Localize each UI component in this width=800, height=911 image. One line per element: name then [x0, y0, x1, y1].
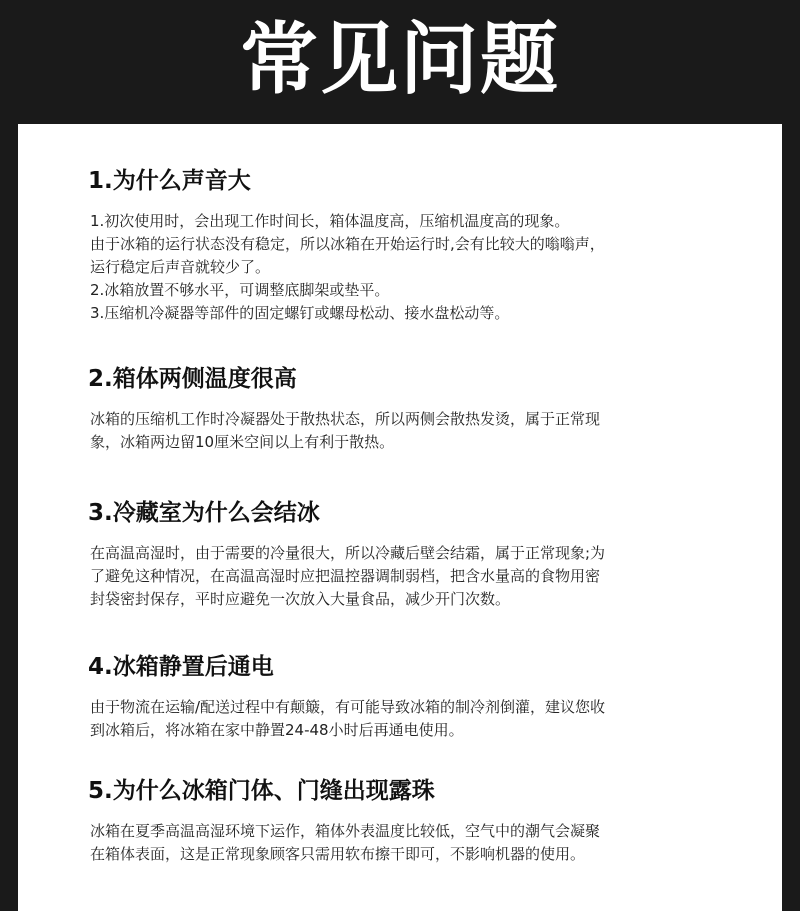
page-title: 常见问题: [239, 15, 560, 105]
faq-answer-line: 冰箱的压缩机工作时冷凝器处于散热状态，所以两侧会散热发烫，属于正常现: [90, 410, 601, 428]
faq-answer: [90, 408, 730, 454]
faq-answer-line: 3.压缩机冷凝器等部件的固定螺钉或螺母松动、接水盘松动等。: [90, 304, 510, 322]
faq-answer: [90, 542, 730, 611]
faq-question: 3.冷藏室为什么会结冰: [88, 500, 320, 526]
faq-question: 5.为什么冰箱门体、门缝出现露珠: [88, 778, 435, 804]
faq-question: 1.为什么声音大: [88, 168, 251, 194]
faq-answer-line: 2.冰箱放置不够水平，可调整底脚架或垫平。: [90, 281, 390, 299]
faq-question: 4.冰箱静置后通电: [88, 654, 274, 680]
faq-answer-line: 了避免这种情况，在高温高湿时应把温控器调制弱档，把含水量高的食物用密: [90, 567, 601, 585]
faq-answer-line: 由于冰箱的运行状态没有稳定，所以冰箱在开始运行时,会有比较大的嗡嗡声，: [90, 235, 605, 253]
faq-answer: [90, 210, 730, 325]
faq-answer-line: 由于物流在运输/配送过程中有颠簸，有可能导致冰箱的制冷剂倒灌，建议您收: [90, 698, 606, 716]
faq-answer-line: 冰箱在夏季高温高湿环境下运作，箱体外表温度比较低，空气中的潮气会凝聚: [90, 822, 601, 840]
faq-answer-line: 象，冰箱两边留10厘米空间以上有利于散热。: [90, 433, 395, 451]
faq-answer-line: 到冰箱后，将冰箱在家中静置24-48小时后再通电使用。: [90, 721, 464, 739]
faq-answer: [90, 820, 730, 866]
faq-panel: [18, 124, 782, 911]
faq-answer: [90, 696, 730, 742]
faq-answer-line: 封袋密封保存，平时应避免一次放入大量食品，减少开门次数。: [90, 590, 511, 608]
faq-question: 2.箱体两侧温度很高: [88, 366, 297, 392]
faq-answer-line: 在高温高湿时，由于需要的冷量很大，所以冷藏后壁会结霜，属于正常现象;为: [90, 544, 606, 562]
faq-answer-line: 1.初次使用时，会出现工作时间长，箱体温度高，压缩机温度高的现象。: [90, 212, 570, 230]
faq-answer-line: 运行稳定后声音就较少了。: [90, 258, 271, 276]
faq-answer-line: 在箱体表面，这是正常现象顾客只需用软布擦干即可，不影响机器的使用。: [90, 845, 586, 863]
